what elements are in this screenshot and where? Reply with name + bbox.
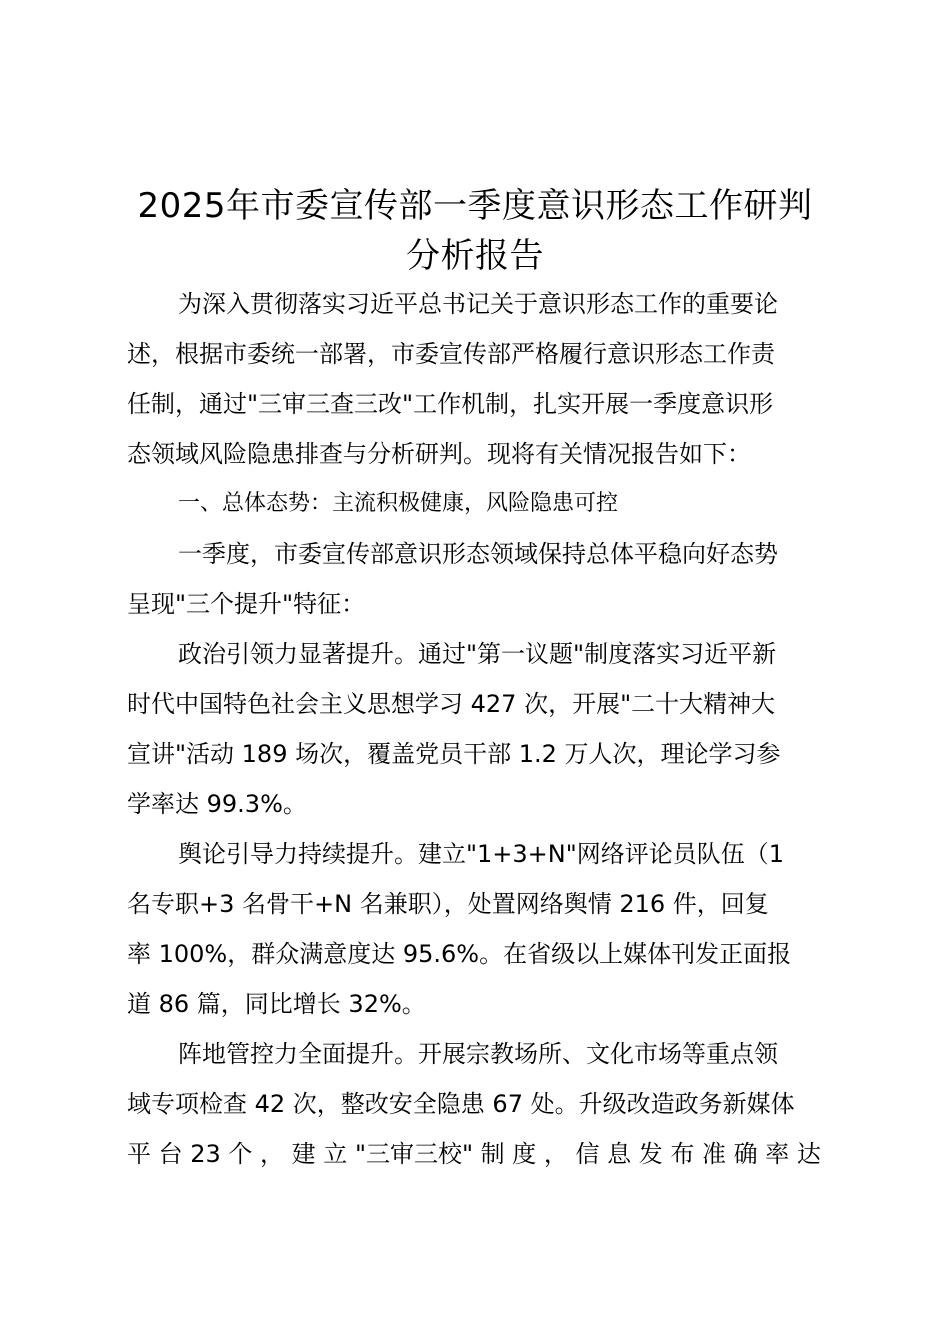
political-line-2: 时代中国特色社会主义思想学习 427 次，开展"二十大精神大 bbox=[127, 690, 776, 718]
position-line-3: 平 台 23 个 ， 建 立 "三审三校" 制 度 ， 信 息 发 布 准 确 率 达 bbox=[127, 1140, 821, 1168]
intro-line-4: 态领域风险隐患排查与分析研判。现将有关情况报告如下： bbox=[127, 440, 751, 468]
opinion-line-3: 率 100%，群众满意度达 95.6%。在省级以上媒体刊发正面报 bbox=[127, 940, 792, 968]
political-line-1: 政治引领力显著提升。通过"第一议题"制度落实习近平新 bbox=[178, 640, 777, 668]
intro-line-1: 为深入贯彻落实习近平总书记关于意识形态工作的重要论 bbox=[178, 290, 778, 318]
opinion-line-2: 名专职+3 名骨干+N 名兼职），处置网络舆情 216 件，回复 bbox=[127, 890, 769, 918]
section-intro-line-1: 一季度，市委宣传部意识形态领域保持总体平稳向好态势 bbox=[178, 540, 778, 568]
position-line-2: 域专项检查 42 次，整改安全隐患 67 处。升级改造政务新媒体 bbox=[127, 1090, 795, 1118]
document-title-line-2: 分析报告 bbox=[406, 236, 544, 276]
section-heading-overall-situation: 一、总体态势：主流积极健康，风险隐患可控 bbox=[178, 491, 619, 516]
opinion-line-1: 舆论引导力持续提升。建立"1+3+N"网络评论员队伍（1 bbox=[178, 840, 785, 868]
intro-line-3: 任制，通过"三审三查三改"工作机制，扎实开展一季度意识形 bbox=[127, 390, 774, 418]
political-line-3: 宣讲"活动 189 场次，覆盖党员干部 1.2 万人次，理论学习参 bbox=[127, 740, 781, 768]
opinion-line-4: 道 86 篇，同比增长 32%。 bbox=[127, 990, 426, 1018]
intro-line-2: 述，根据市委统一部署，市委宣传部严格履行意识形态工作责 bbox=[127, 340, 775, 368]
political-line-4: 学率达 99.3%。 bbox=[127, 790, 307, 818]
document-title-line-1: 2025年市委宣传部一季度意识形态工作研判 bbox=[137, 186, 813, 226]
position-line-1: 阵地管控力全面提升。开展宗教场所、文化市场等重点领 bbox=[178, 1040, 778, 1068]
section-intro-line-2: 呈现"三个提升"特征： bbox=[127, 590, 366, 618]
